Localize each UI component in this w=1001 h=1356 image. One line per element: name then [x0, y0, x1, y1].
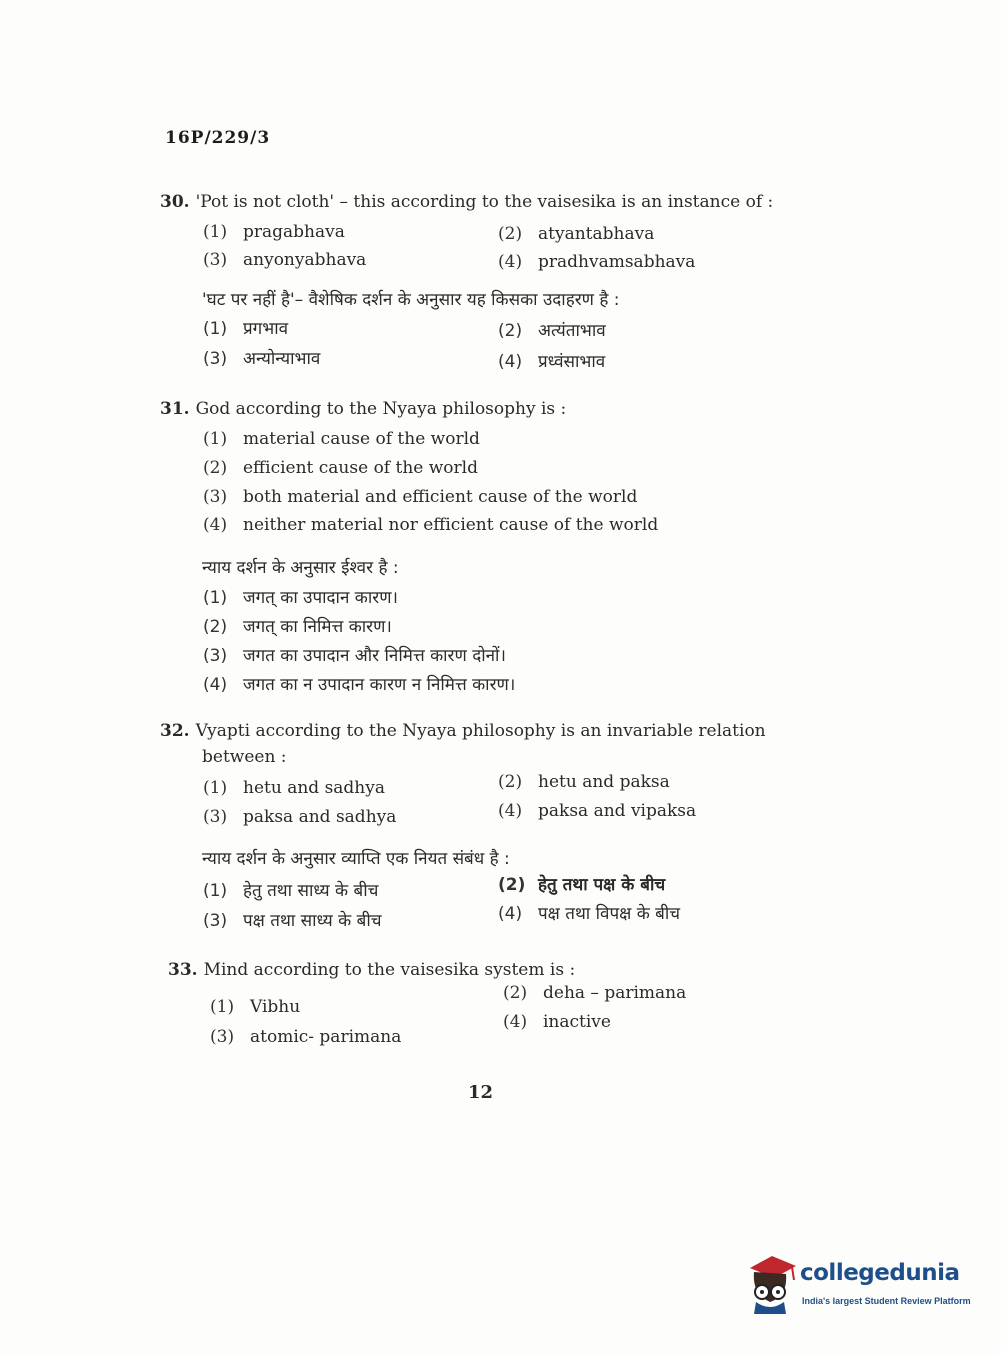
- question-31-text-hi: न्याय दर्शन के अनुसार ईश्वर है :: [202, 558, 399, 578]
- graduate-mascot-icon: [742, 1250, 800, 1316]
- option-33-3-en: (3) atomic- parimana: [210, 1027, 402, 1047]
- option-30-1-en: (1) pragabhava: [203, 222, 345, 242]
- option-30-1-hi: (1) प्रगभाव: [203, 319, 289, 339]
- logo-wordmark: collegedunia: [800, 1260, 960, 1286]
- question-30-text-hi: 'घट पर नहीं है'– वैशेषिक दर्शन के अनुसार यह किसका उदाहरण है :: [202, 290, 620, 310]
- option-30-3-en: (3) anyonyabhava: [203, 250, 367, 270]
- question-text-en: Mind according to the vaisesika system is :: [203, 960, 576, 980]
- option-32-4-en: (4) paksa and vipaksa: [498, 801, 697, 821]
- option-31-4-hi: (4) जगत का न उपादान कारण न निमित्त कारण।: [203, 675, 516, 695]
- option-30-2-en: (2) atyantabhava: [498, 224, 655, 244]
- option-32-2-en: (2) hetu and paksa: [498, 772, 670, 792]
- question-32: [160, 721, 800, 767]
- option-32-3-en: (3) paksa and sadhya: [203, 807, 397, 827]
- question-text-en: 'Pot is not cloth' – this according to the vaisesika is an instance of :: [195, 192, 774, 212]
- question-number: 32.: [160, 721, 190, 741]
- option-33-2-en: (2) deha – parimana: [503, 983, 687, 1003]
- option-32-1-hi: (1) हेतु तथा साध्य के बीच: [203, 881, 379, 901]
- option-30-4-hi: (4) प्रध्वंसाभाव: [498, 352, 606, 372]
- question-text-en-continued: between :: [202, 747, 287, 767]
- option-32-3-hi: (3) पक्ष तथा साध्य के बीच: [203, 911, 382, 931]
- question-text-en: God according to the Nyaya philosophy is :: [195, 399, 567, 419]
- question-text-en: Vyapti according to the Nyaya philosophy is an invariable relation: [195, 721, 766, 741]
- option-30-3-hi: (3) अन्योन्याभाव: [203, 349, 321, 369]
- option-32-2-hi: (2) हेतु तथा पक्ष के बीच: [498, 875, 666, 895]
- question-31: [160, 399, 800, 419]
- option-30-2-hi: (2) अत्यंताभाव: [498, 321, 606, 341]
- option-31-1-en: (1) material cause of the world: [203, 429, 480, 449]
- page-code: 16P/229/3: [165, 128, 271, 148]
- question-number: 30.: [160, 192, 190, 212]
- question-33: [168, 960, 808, 980]
- page-number: 12: [468, 1082, 494, 1103]
- option-32-4-hi: (4) पक्ष तथा विपक्ष के बीच: [498, 904, 681, 924]
- question-30: [160, 192, 800, 212]
- option-31-3-hi: (3) जगत का उपादान और निमित्त कारण दोनों।: [203, 646, 506, 666]
- option-31-2-en: (2) efficient cause of the world: [203, 458, 478, 478]
- logo-tagline: India's largest Student Review Platform: [802, 1296, 971, 1306]
- collegedunia-logo[interactable]: [742, 1250, 972, 1320]
- option-31-2-hi: (2) जगत् का निमित्त कारण।: [203, 617, 392, 637]
- option-32-1-en: (1) hetu and sadhya: [203, 778, 385, 798]
- option-30-4-en: (4) pradhvamsabhava: [498, 252, 696, 272]
- option-31-1-hi: (1) जगत् का उपादान कारण।: [203, 588, 398, 608]
- option-31-3-en: (3) both material and efficient cause of the world: [203, 487, 638, 507]
- option-33-1-en: (1) Vibhu: [210, 997, 301, 1017]
- question-number: 31.: [160, 399, 190, 419]
- question-number: 33.: [168, 960, 198, 980]
- question-32-text-hi: न्याय दर्शन के अनुसार व्याप्ति एक नियत संबंध है :: [202, 849, 510, 869]
- option-33-4-en: (4) inactive: [503, 1012, 611, 1032]
- option-31-4-en: (4) neither material nor efficient cause of the world: [203, 515, 659, 535]
